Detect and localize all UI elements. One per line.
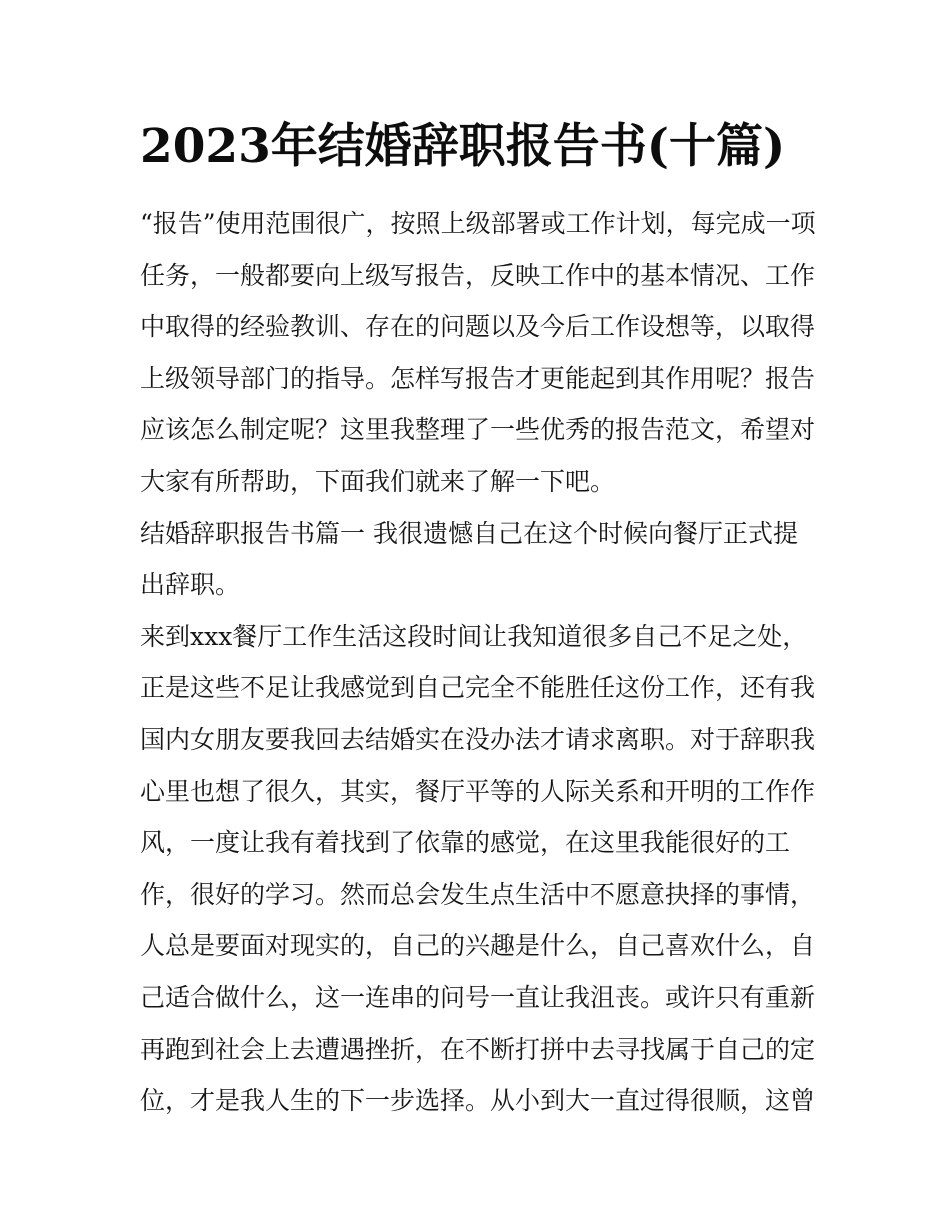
body-line: 再跑到社会上去遭遇挫折，在不断打拼中去寻找属于自己的定 — [140, 1034, 816, 1064]
body-line: 结婚辞职报告书篇一 我很遗憾自己在这个时候向餐厅正式提 — [140, 518, 798, 548]
body-line: 己适合做什么，这一连串的问号一直让我沮丧。或许只有重新 — [140, 982, 816, 1012]
body-line: 位，才是我人生的下一步选择。从小到大一直过得很顺，这曾 — [140, 1086, 816, 1116]
body-line: 大家有所帮助，下面我们就来了解一下吧。 — [140, 466, 616, 496]
body-line: 出辞职。 — [140, 570, 241, 600]
body-line: 国内女朋友要我回去结婚实在没办法才请求离职。对于辞职我 — [140, 724, 816, 754]
body-line: “报告”使用范围很广，按照上级部署或工作计划，每完成一项 — [140, 209, 816, 238]
body-line: 风，一度让我有着找到了依靠的感觉，在这里我能很好的工 — [140, 828, 791, 858]
body-line: 上级领导部门的指导。怎样写报告才更能起到其作用呢？报告 — [140, 363, 816, 393]
body-line: 中取得的经验教训、存在的问题以及今后工作设想等，以取得 — [140, 312, 816, 342]
document-title: 2023年结婚辞职报告书(十篇) — [140, 119, 786, 174]
document-body — [140, 198, 820, 1127]
body-line: 作，很好的学习。然而总会发生点生活中不愿意抉择的事情， — [140, 879, 816, 909]
body-line: 心里也想了很久，其实，餐厅平等的人际关系和开明的工作作 — [140, 776, 816, 806]
body-line: 任务，一般都要向上级写报告，反映工作中的基本情况、工作 — [140, 260, 816, 290]
body-line: 应该怎么制定呢？这里我整理了一些优秀的报告范文，希望对 — [140, 415, 816, 445]
body-line: 来到xxx餐厅工作生活这段时间让我知道很多自己不足之处， — [140, 621, 808, 651]
body-line: 正是这些不足让我感觉到自己完全不能胜任这份工作，还有我 — [140, 673, 816, 703]
body-line: 人总是要面对现实的，自己的兴趣是什么，自己喜欢什么，自 — [140, 931, 816, 961]
